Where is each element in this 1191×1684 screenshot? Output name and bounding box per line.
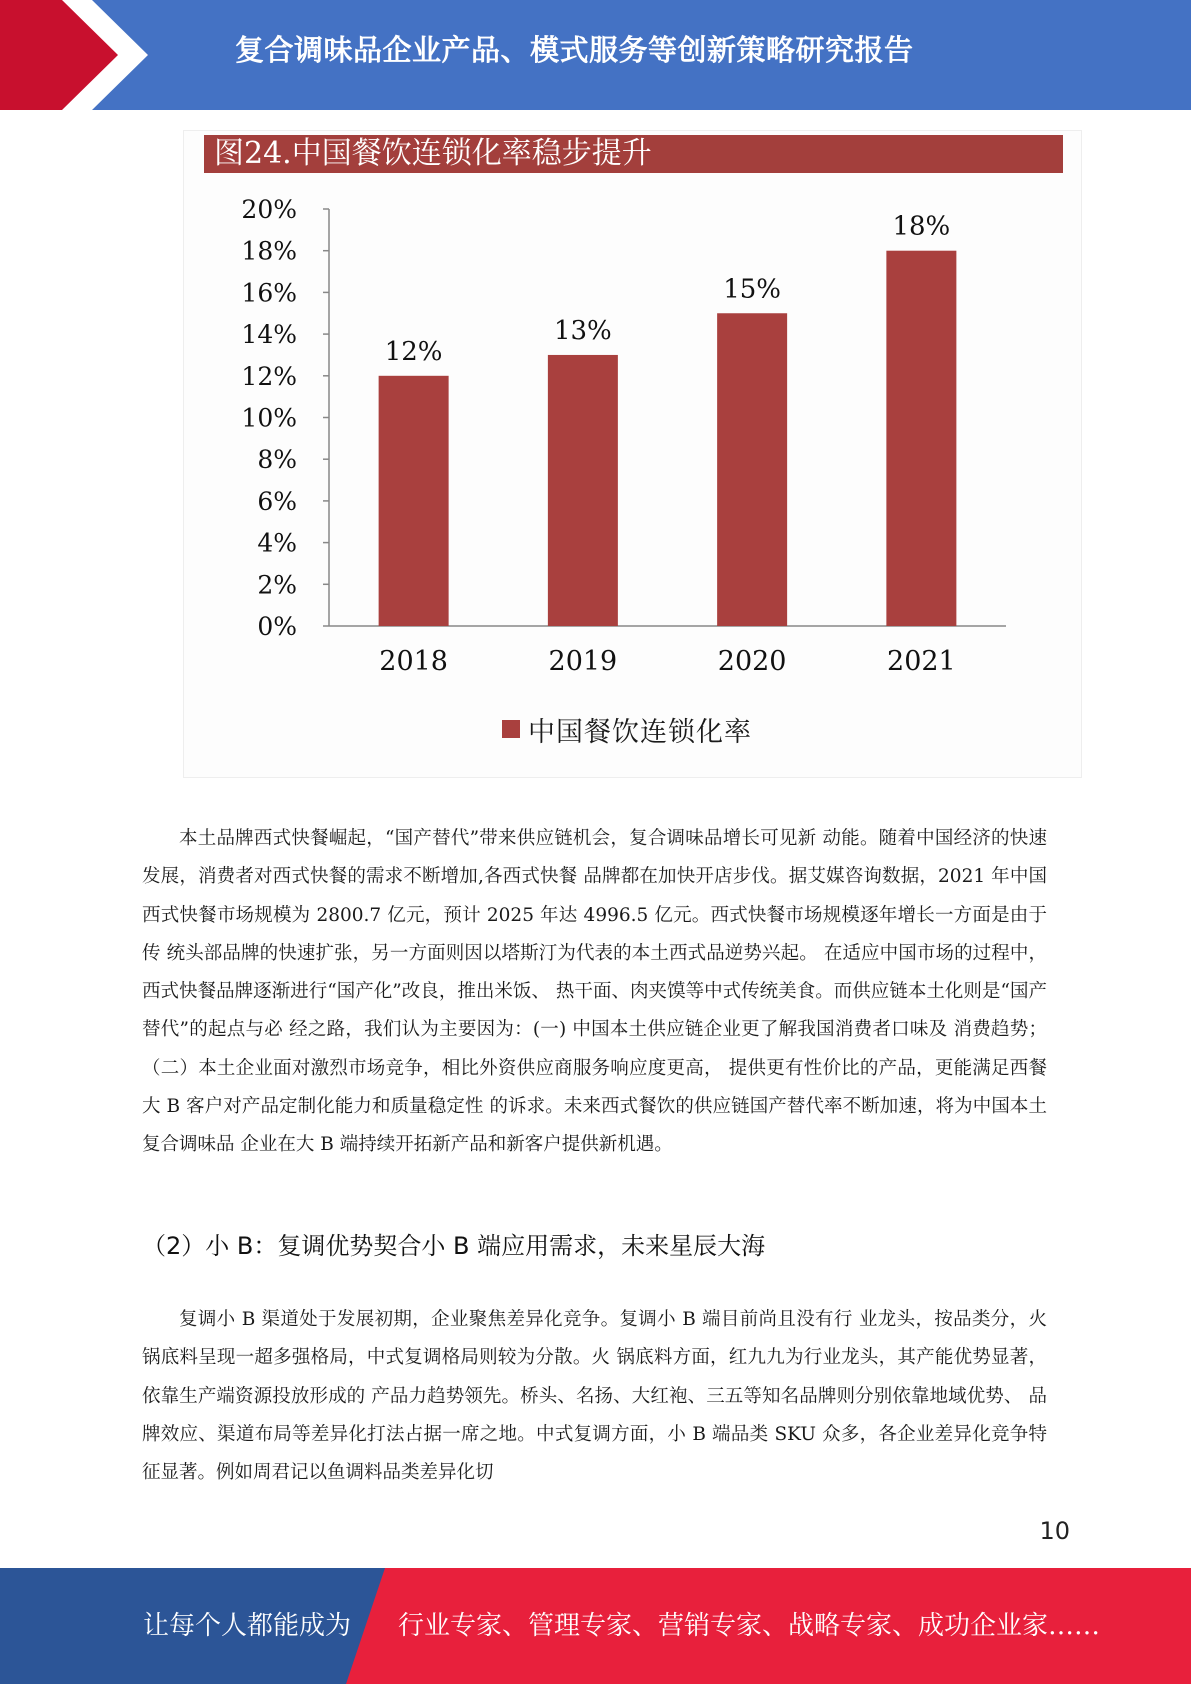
body-paragraph-2: 复调小 B 渠道处于发展初期，企业聚焦差异化竞争。复调小 B 端目前尚且没有行 业龙头，按品类分，火锅底料呈现一超多强格局，中式复调格局则较为分散。火 锅底料方面，红九九为行业龙头，其产能优势显著，依靠生产端资源投放形成的 产品力趋势领先。桥头、名扬、大红袍、三五等知名品牌则分别依靠地域优势、 品牌效应、渠道布局等差异化打法占据一席之地。中式复调方面，小 B 端品类 SKU 众多，各企业差异化竞争特征显著。例如周君记以鱼调料品类差异化切 xyxy=(142,1309,1047,1484)
y-tick-label: 4% xyxy=(257,528,297,558)
bar-2019 xyxy=(548,355,618,626)
y-tick-label: 16% xyxy=(241,278,297,308)
x-axis-labels xyxy=(379,646,955,677)
x-tick-label-2020: 2020 xyxy=(717,646,787,677)
bar-2018 xyxy=(379,376,449,626)
data-label-2018: 12% xyxy=(384,336,443,367)
section-subheading: （2）小 B：复调优势契合小 B 端应用需求，未来星辰大海 xyxy=(142,1232,766,1260)
chart-legend xyxy=(502,709,752,749)
x-tick-label-2018: 2018 xyxy=(379,646,448,677)
page-footer xyxy=(0,1568,1191,1684)
figure-title-banner xyxy=(204,135,1063,173)
bar-2020 xyxy=(717,313,787,626)
body-paragraph-1: 本土品牌西式快餐崛起，“国产替代”带来供应链机会，复合调味品增长可见新 动能。随着中国经济的快速发展，消费者对西式快餐的需求不断增加,各西式快餐 品牌都在加快开店步伐。据艾媒咨询数据，2021 年中国西式快餐市场规模为 2800.7 亿元，预计 2025 年达 4996.5 亿元。西式快餐市场规模逐年增长一方面是由于传 统头部品牌的快速扩张，另一方面则因以塔斯汀为代表的本土西式品逆势兴起。 在适应中国市场的过程中，西式快餐品牌逐渐进行“国产化”改良，推出米饭、 热干面、肉夹馍等中式传统美食。而供应链本土化则是“国产替代”的起点与必 经之路，我们认为主要因为：(一) 中国本土供应链企业更了解我国消费者口味及 消费趋势；（二）本土企业面对激烈市场竞争，相比外资供应商服务响应度更高， 提供更有性价比的产品，更能满足西餐大 B 客户对产品定制化能力和质量稳定性 的诉求。未来西式餐饮的供应链国产替代率不断加速，将为中国本土复合调味品 企业在大 B 端持续开拓新产品和新客户提供新机遇。 xyxy=(142,828,1047,1156)
report-title: 复合调味品企业产品、模式服务等创新策略研究报告 xyxy=(235,33,914,67)
y-tick-label: 18% xyxy=(241,236,297,266)
bar-series xyxy=(379,212,957,626)
y-tick-label: 8% xyxy=(257,445,297,475)
y-tick-label: 20% xyxy=(241,195,297,224)
y-tick-label: 0% xyxy=(257,612,297,641)
data-label-2019: 13% xyxy=(553,315,612,346)
data-label-2021: 18% xyxy=(892,211,951,242)
y-tick-label: 6% xyxy=(257,486,297,516)
legend-swatch xyxy=(502,720,520,738)
y-tick-label: 12% xyxy=(241,361,297,391)
footer-slogan-right: 行业专家、管理专家、营销专家、战略专家、成功企业家…… xyxy=(398,1611,1101,1641)
data-label-2020: 15% xyxy=(723,274,782,305)
legend-label: 中国餐饮连锁化率 xyxy=(528,716,752,748)
x-tick-label-2021: 2021 xyxy=(887,646,956,677)
y-tick-label: 2% xyxy=(257,570,297,600)
bar-chart xyxy=(184,131,1081,777)
chart-figure xyxy=(183,130,1082,778)
y-tick-label: 14% xyxy=(241,320,297,350)
y-axis-ticks xyxy=(241,195,329,641)
footer-slogan-left: 让每个人都能成为 xyxy=(143,1611,352,1641)
page-number: 10 xyxy=(1039,1517,1070,1545)
bar-2021 xyxy=(886,251,956,626)
page-header xyxy=(0,0,1191,110)
y-tick-label: 10% xyxy=(241,403,297,433)
figure-title: 图24.中国餐饮连锁化率稳步提升 xyxy=(214,136,652,171)
x-tick-label-2019: 2019 xyxy=(548,646,618,677)
